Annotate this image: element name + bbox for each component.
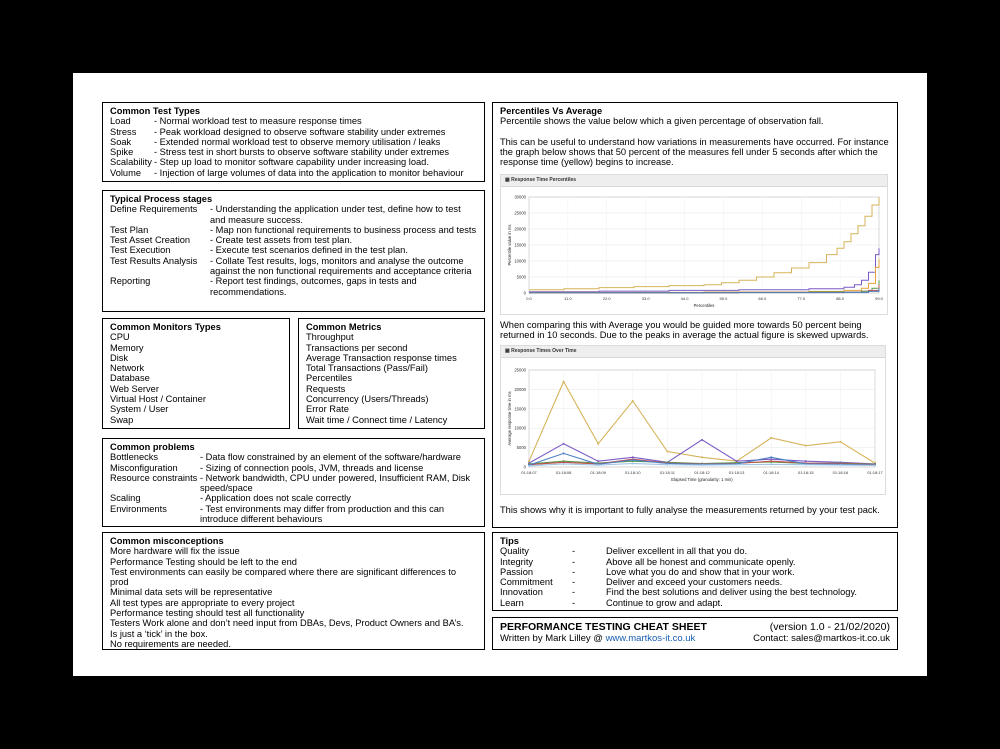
- list-item: Transactions per second: [306, 342, 408, 353]
- data-point: [839, 441, 841, 443]
- item-key: Soak: [110, 136, 132, 147]
- website-link[interactable]: www.martkos-it.co.uk: [605, 633, 696, 644]
- y-tick-label: 15000: [514, 242, 526, 248]
- percentiles-chart-svg: [501, 187, 887, 315]
- x-tick-label: 01:18:13: [728, 470, 745, 475]
- misconceptions-panel: [102, 532, 485, 650]
- item-value: - Normal workload test to measure response times: [154, 116, 362, 127]
- list-item: CPU: [110, 332, 130, 343]
- tips-list: [500, 546, 890, 608]
- list-item: [110, 493, 477, 503]
- test-types-title: Common Test Types: [110, 106, 201, 116]
- data-point: [874, 464, 876, 466]
- list-item: More hardware will fix the issue: [110, 546, 240, 557]
- metrics-list: [306, 332, 477, 425]
- author-text: Written by Mark Lilley @: [500, 633, 606, 644]
- item-value: - Understanding the application under test, define how to test and measure success.: [210, 204, 461, 225]
- y-tick-label: 5000: [516, 445, 526, 451]
- tip-key: Integrity: [500, 556, 534, 567]
- data-point: [736, 464, 738, 466]
- chart-icon: ▦: [505, 348, 512, 354]
- x-tick-label: 01:18:12: [694, 470, 710, 475]
- item-value: - Sizing of connection pools, JVM, threads and license: [200, 462, 424, 473]
- y-tick-label: 20000: [514, 226, 526, 232]
- list-item: [110, 157, 477, 167]
- list-item: Wait time / Connect time / Latency: [306, 414, 448, 425]
- problems-list: [110, 452, 477, 524]
- list-item: Virtual Host / Container: [110, 394, 206, 405]
- list-item: Disk: [110, 352, 129, 363]
- list-item: [110, 127, 477, 137]
- y-tick-label: 5000: [516, 274, 526, 280]
- item-value: - Collate Test results, logs, monitors and analyse the outcome against the non functional requirements and acceptance criteria: [210, 255, 472, 277]
- tip-dash: -: [572, 577, 576, 588]
- x-tick-label: 88.0: [836, 296, 845, 301]
- y-tick-label: 30000: [514, 194, 526, 200]
- list-item: Requests: [306, 383, 346, 394]
- percentiles-title: Percentiles Vs Average: [500, 106, 603, 116]
- response-times-chart: [500, 345, 886, 495]
- data-point: [632, 400, 634, 402]
- y-tick-label: 0: [523, 290, 526, 296]
- monitors-title: Common Monitors Types: [110, 322, 221, 332]
- data-point: [666, 450, 668, 452]
- problems-title: Common problems: [110, 442, 195, 452]
- item-key: Test Asset Creation: [110, 235, 191, 246]
- data-point: [770, 463, 772, 465]
- tip-key: Commitment: [500, 577, 553, 588]
- cheat-sheet-page: [73, 73, 927, 676]
- item-key: Spike: [110, 147, 134, 158]
- list-item: [500, 577, 890, 587]
- test-types-panel: [102, 102, 485, 182]
- item-key: Reporting: [110, 276, 151, 287]
- item-value: - Application does not scale correctly: [200, 493, 351, 504]
- x-tick-label: 01:18:17: [867, 470, 883, 475]
- item-value: - Map non functional requirements to business process and tests: [210, 224, 477, 235]
- item-key: Bottlenecks: [110, 452, 159, 463]
- percentiles-text-4-box: [493, 503, 897, 519]
- list-item: [500, 546, 890, 556]
- list-item: [110, 225, 477, 235]
- x-tick-label: 01:18:16: [832, 470, 849, 475]
- y-axis-label: Percentile value in ms: [507, 224, 512, 266]
- tip-value: Deliver excellent in all that you do.: [606, 546, 748, 557]
- list-item: [110, 235, 477, 245]
- tip-key: Quality: [500, 546, 529, 557]
- list-item: [110, 256, 477, 277]
- x-tick-label: 55.0: [719, 296, 728, 301]
- list-item: [110, 473, 477, 494]
- item-key: Volume: [110, 167, 142, 178]
- percentiles-chart-title: [501, 175, 887, 187]
- list-item: [110, 245, 477, 255]
- list-item: Throughput: [306, 332, 354, 343]
- percentiles-text-3: When comparing this with Average you would be guided more towards 50 percent being returned in 10 seconds. Due to the peaks in average the actual figure is skewed upwards.: [500, 320, 869, 341]
- metrics-panel: [298, 318, 485, 429]
- item-value: - Stress test in short bursts to observe software stability under extremes: [154, 147, 450, 158]
- list-item: Is just a ‘tick’ in the box.: [110, 628, 208, 639]
- percentiles-chart: [500, 174, 888, 315]
- response-times-chart-svg: [501, 358, 885, 495]
- list-item: Error Rate: [306, 404, 349, 415]
- item-key: Misconfiguration: [110, 462, 178, 473]
- response-times-chart-title: [501, 346, 885, 358]
- list-item: [110, 147, 477, 157]
- x-tick-label: 66.0: [758, 296, 767, 301]
- x-tick-label: 77.0: [797, 296, 806, 301]
- y-tick-label: 20000: [514, 386, 526, 392]
- tip-dash: -: [572, 566, 576, 577]
- list-item: All test types are appropriate to every project: [110, 597, 295, 608]
- x-tick-label: 33.0: [641, 296, 650, 301]
- contact-text: Contact: sales@martkos-it.co.uk: [753, 633, 890, 644]
- list-item: Performance testing should test all functionality: [110, 608, 305, 619]
- x-tick-label: 01:18:14: [763, 470, 779, 475]
- data-point: [632, 459, 634, 461]
- percentiles-text-1: Percentile shows the value below which a given percentage of observation fall.: [500, 116, 824, 127]
- list-item: [500, 567, 890, 577]
- tip-value: Continue to grow and adapt.: [606, 597, 723, 608]
- data-point: [632, 456, 634, 458]
- data-point: [701, 439, 703, 441]
- tip-value: Love what you do and show that in your work.: [606, 566, 795, 577]
- y-tick-label: 10000: [514, 258, 526, 264]
- list-item: [110, 463, 477, 473]
- data-point: [563, 381, 565, 383]
- tip-value: Above all be honest and communicate openly.: [606, 556, 796, 567]
- list-item: Concurrency (Users/Threads): [306, 394, 429, 405]
- tip-key: Innovation: [500, 587, 543, 598]
- list-item: [110, 276, 477, 297]
- list-item: Swap: [110, 414, 134, 425]
- item-key: Test Plan: [110, 224, 149, 235]
- percentiles-chart-title-text: Response Time Percentiles: [511, 177, 577, 183]
- list-item: [500, 598, 890, 608]
- list-item: Web Server: [110, 383, 159, 394]
- x-axis-label: Elapsed Time (granularity: 1 min): [671, 477, 733, 482]
- list-item: [110, 168, 477, 178]
- item-value: - Execute test scenarios defined in the test plan.: [210, 245, 408, 256]
- process-list: [110, 204, 477, 297]
- item-key: Define Requirements: [110, 204, 198, 215]
- tip-key: Learn: [500, 597, 524, 608]
- item-value: - Step up load to monitor software capability under increasing load.: [154, 157, 429, 168]
- data-point: [770, 437, 772, 439]
- list-item: Average Transaction response times: [306, 352, 457, 363]
- sheet-title: PERFORMANCE TESTING CHEAT SHEET: [500, 621, 707, 633]
- process-title: Typical Process stages: [110, 194, 213, 204]
- x-tick-label: 99.0: [875, 296, 883, 301]
- list-item: [110, 116, 477, 126]
- list-item: Performance Testing should be left to the end: [110, 556, 297, 567]
- y-tick-label: 0: [523, 464, 526, 470]
- list-item: System / User: [110, 404, 169, 415]
- data-point: [805, 460, 807, 462]
- process-panel: [102, 190, 485, 312]
- data-point: [597, 443, 599, 445]
- item-value: - Network bandwidth, CPU under powered, Insufficient RAM, Disk speed/space: [200, 472, 471, 494]
- item-key: Stress: [110, 126, 137, 137]
- list-item: Minimal data sets will be representative: [110, 587, 273, 598]
- list-item: Memory: [110, 342, 144, 353]
- percentiles-text-3-box: [493, 318, 897, 346]
- item-value: - Create test assets from test plan.: [210, 235, 353, 246]
- x-tick-label: 01:18:07: [521, 470, 537, 475]
- data-point: [597, 464, 599, 466]
- item-key: Scalability: [110, 157, 152, 168]
- x-tick-label: 01:18:11: [659, 470, 676, 475]
- problems-panel: [102, 438, 485, 527]
- misconceptions-list: [110, 546, 477, 649]
- list-item: [110, 504, 477, 525]
- author-line: [500, 633, 695, 645]
- list-item: Test environments can easily be compared where there are significant differences to prod: [110, 566, 457, 588]
- list-item: [500, 587, 890, 597]
- item-value: - Test environments may differ from production and this can introduce different behaviours: [200, 503, 445, 525]
- list-item: [110, 137, 477, 147]
- list-item: Testers Work alone and don’t need input from DBAs, Devs, Product Owners and BA’s.: [110, 618, 464, 629]
- data-point: [701, 464, 703, 466]
- item-value: - Peak workload designed to observe software stability under extremes: [154, 126, 446, 137]
- monitors-list: [110, 332, 282, 425]
- footer-panel: [492, 617, 898, 650]
- data-point: [805, 445, 807, 447]
- data-point: [701, 456, 703, 458]
- chart-icon: ▦: [505, 177, 512, 183]
- data-point: [563, 452, 565, 454]
- x-tick-label: 44.0: [680, 296, 689, 301]
- y-tick-label: 10000: [514, 425, 526, 431]
- item-key: Test Results Analysis: [110, 255, 198, 266]
- data-point: [839, 464, 841, 466]
- tips-panel: [492, 532, 898, 611]
- list-item: Network: [110, 363, 145, 374]
- data-point: [770, 458, 772, 460]
- test-types-list: [110, 116, 477, 178]
- metrics-title: Common Metrics: [306, 322, 382, 332]
- item-key: Test Execution: [110, 245, 171, 256]
- list-item: [500, 557, 890, 567]
- tip-dash: -: [572, 556, 576, 567]
- tip-key: Passion: [500, 566, 534, 577]
- x-tick-label: 22.0: [602, 296, 611, 301]
- list-item: Percentiles: [306, 373, 352, 384]
- y-axis-label: Average response time in ms: [507, 391, 512, 446]
- percentiles-text-2: This can be useful to understand how variations in measurements have occurred. For instance the graph below shows that 50 percent of the measures fell under 5 seconds after which the response time (yellow) begins to increase.: [500, 136, 889, 168]
- percentiles-text-4: This shows why it is important to fully analyse the measurements returned by your test pack.: [500, 505, 880, 515]
- tip-dash: -: [572, 597, 576, 608]
- x-tick-label: 01:18:09: [590, 470, 606, 475]
- data-point: [528, 460, 530, 462]
- list-item: No requirements are needed.: [110, 638, 231, 649]
- item-value: - Injection of large volumes of data into the application to monitor behaviour: [154, 167, 464, 178]
- data-point: [563, 443, 565, 445]
- data-point: [805, 464, 807, 466]
- version-label: (version 1.0 - 21/02/2020): [769, 621, 890, 633]
- data-point: [770, 460, 772, 462]
- data-point: [770, 456, 772, 458]
- misconceptions-title: Common misconceptions: [110, 536, 224, 546]
- item-key: Load: [110, 116, 131, 127]
- list-item: Total Transactions (Pass/Fail): [306, 363, 428, 374]
- tips-title: Tips: [500, 536, 519, 546]
- tip-value: Find the best solutions and deliver using the best technology.: [606, 587, 858, 598]
- y-tick-label: 15000: [514, 406, 526, 412]
- x-tick-label: 11.0: [564, 296, 572, 301]
- item-key: Scaling: [110, 493, 141, 504]
- list-item: [110, 452, 477, 462]
- data-point: [632, 463, 634, 465]
- x-tick-label: 01:18:15: [798, 470, 814, 475]
- item-value: - Extended normal workload test to observe memory utilisation / leaks: [154, 136, 441, 147]
- response-times-chart-title-text: Response Times Over Time: [511, 348, 577, 354]
- tip-dash: -: [572, 546, 576, 557]
- data-point: [666, 464, 668, 466]
- item-value: - Data flow constrained by an element of the software/hardware: [200, 452, 461, 463]
- monitors-panel: [102, 318, 290, 429]
- data-point: [597, 460, 599, 462]
- item-value: - Report test findings, outcomes, gaps in tests and recommendations.: [210, 276, 417, 297]
- x-tick-label: 0.0: [526, 296, 532, 301]
- x-tick-label: 01:18:10: [625, 470, 641, 475]
- y-tick-label: 25000: [514, 367, 526, 373]
- x-axis-label: Percentiles: [693, 303, 715, 308]
- list-item: Database: [110, 373, 150, 384]
- tip-dash: -: [572, 587, 576, 598]
- list-item: [110, 204, 477, 225]
- data-point: [528, 465, 530, 467]
- item-key: Resource constraints: [110, 472, 198, 483]
- tip-value: Deliver and exceed your customers needs.: [606, 577, 783, 588]
- data-point: [563, 463, 565, 465]
- x-tick-label: 01:18:08: [555, 470, 572, 475]
- y-tick-label: 25000: [514, 210, 526, 216]
- item-key: Environments: [110, 503, 167, 514]
